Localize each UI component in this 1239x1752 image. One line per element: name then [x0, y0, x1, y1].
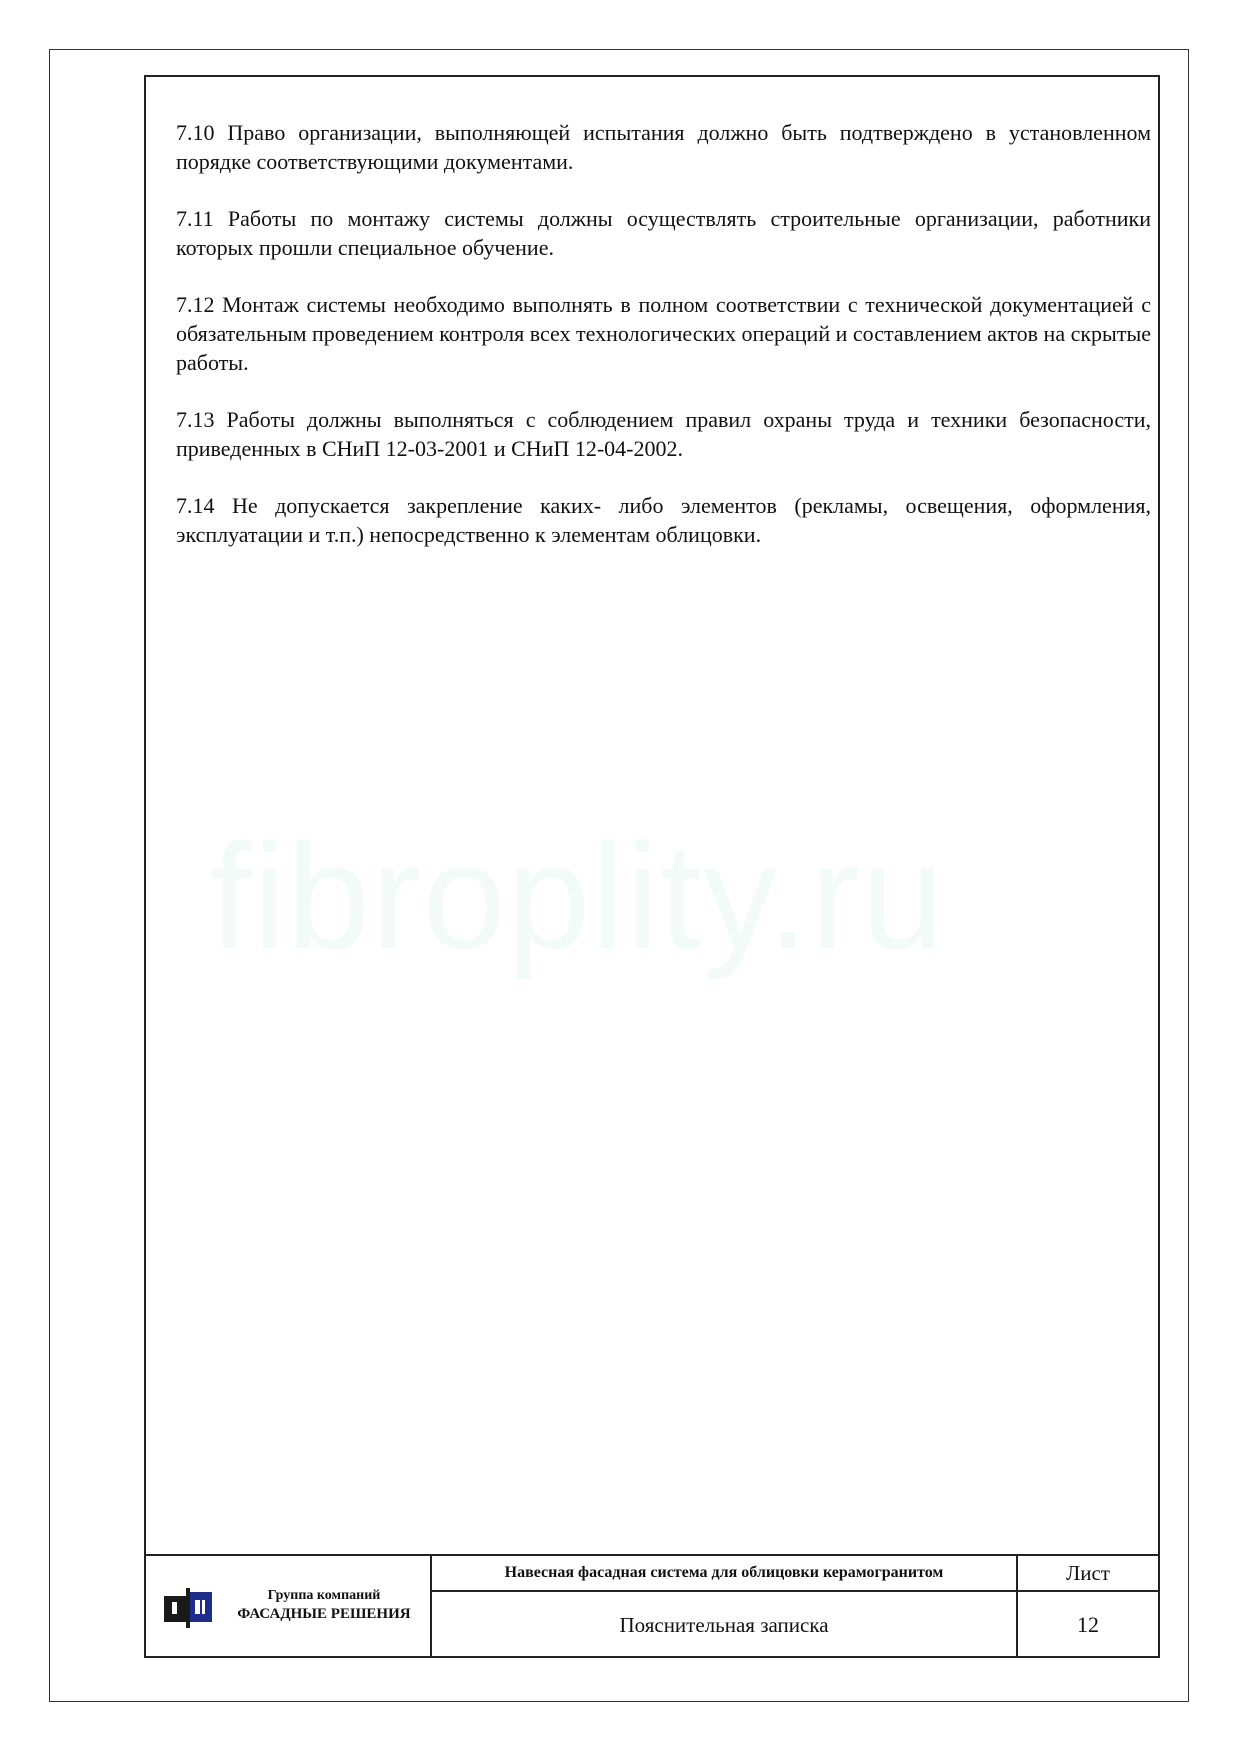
paragraph-7-11: 7.11 Работы по монтажу системы должны осуществлять строительные организации, работники которых прошли специальное обучение.: [176, 206, 1151, 260]
paragraph-7-12: 7.12 Монтаж системы необходимо выполнять в полном соответствии с технической документацией с обязательным проведением контроля всех технологических операций и составлением актов на скрытые работы.: [176, 292, 1151, 375]
document-body: [176, 118, 1151, 577]
paragraph-7-13: 7.13 Работы должны выполняться с соблюдением правил охраны труда и техники безопасности, приведенных в СНиП 12-03-2001 и СНиП 12-04-2002.: [176, 407, 1151, 461]
company-name: [224, 1586, 424, 1624]
paragraph-7-14: 7.14 Не допускается закрепление каких- либо элементов (рекламы, освещения, оформления, эксплуатации и т.п.) непосредственно к элементам облицовки.: [176, 493, 1151, 547]
document-name: Пояснительная записка: [432, 1592, 1018, 1658]
title-block: [144, 1554, 1160, 1658]
watermark: fibroplity.ru: [210, 812, 946, 980]
sheet-label: Лист: [1018, 1556, 1158, 1592]
company-logo-cell: [144, 1556, 432, 1658]
company-line-1: Группа компаний: [267, 1588, 381, 1603]
project-title: Навесная фасадная система для облицовки керамогранитом: [432, 1556, 1018, 1592]
company-line-2: ФАСАДНЫЕ РЕШЕНИЯ: [237, 1606, 411, 1622]
sheet-number: 12: [1077, 1612, 1099, 1637]
paragraph-7-10: 7.10 Право организации, выполняющей испытания должно быть подтверждено в установленном порядке соответствующими документами.: [176, 120, 1151, 174]
company-logo-icon: [162, 1582, 214, 1630]
